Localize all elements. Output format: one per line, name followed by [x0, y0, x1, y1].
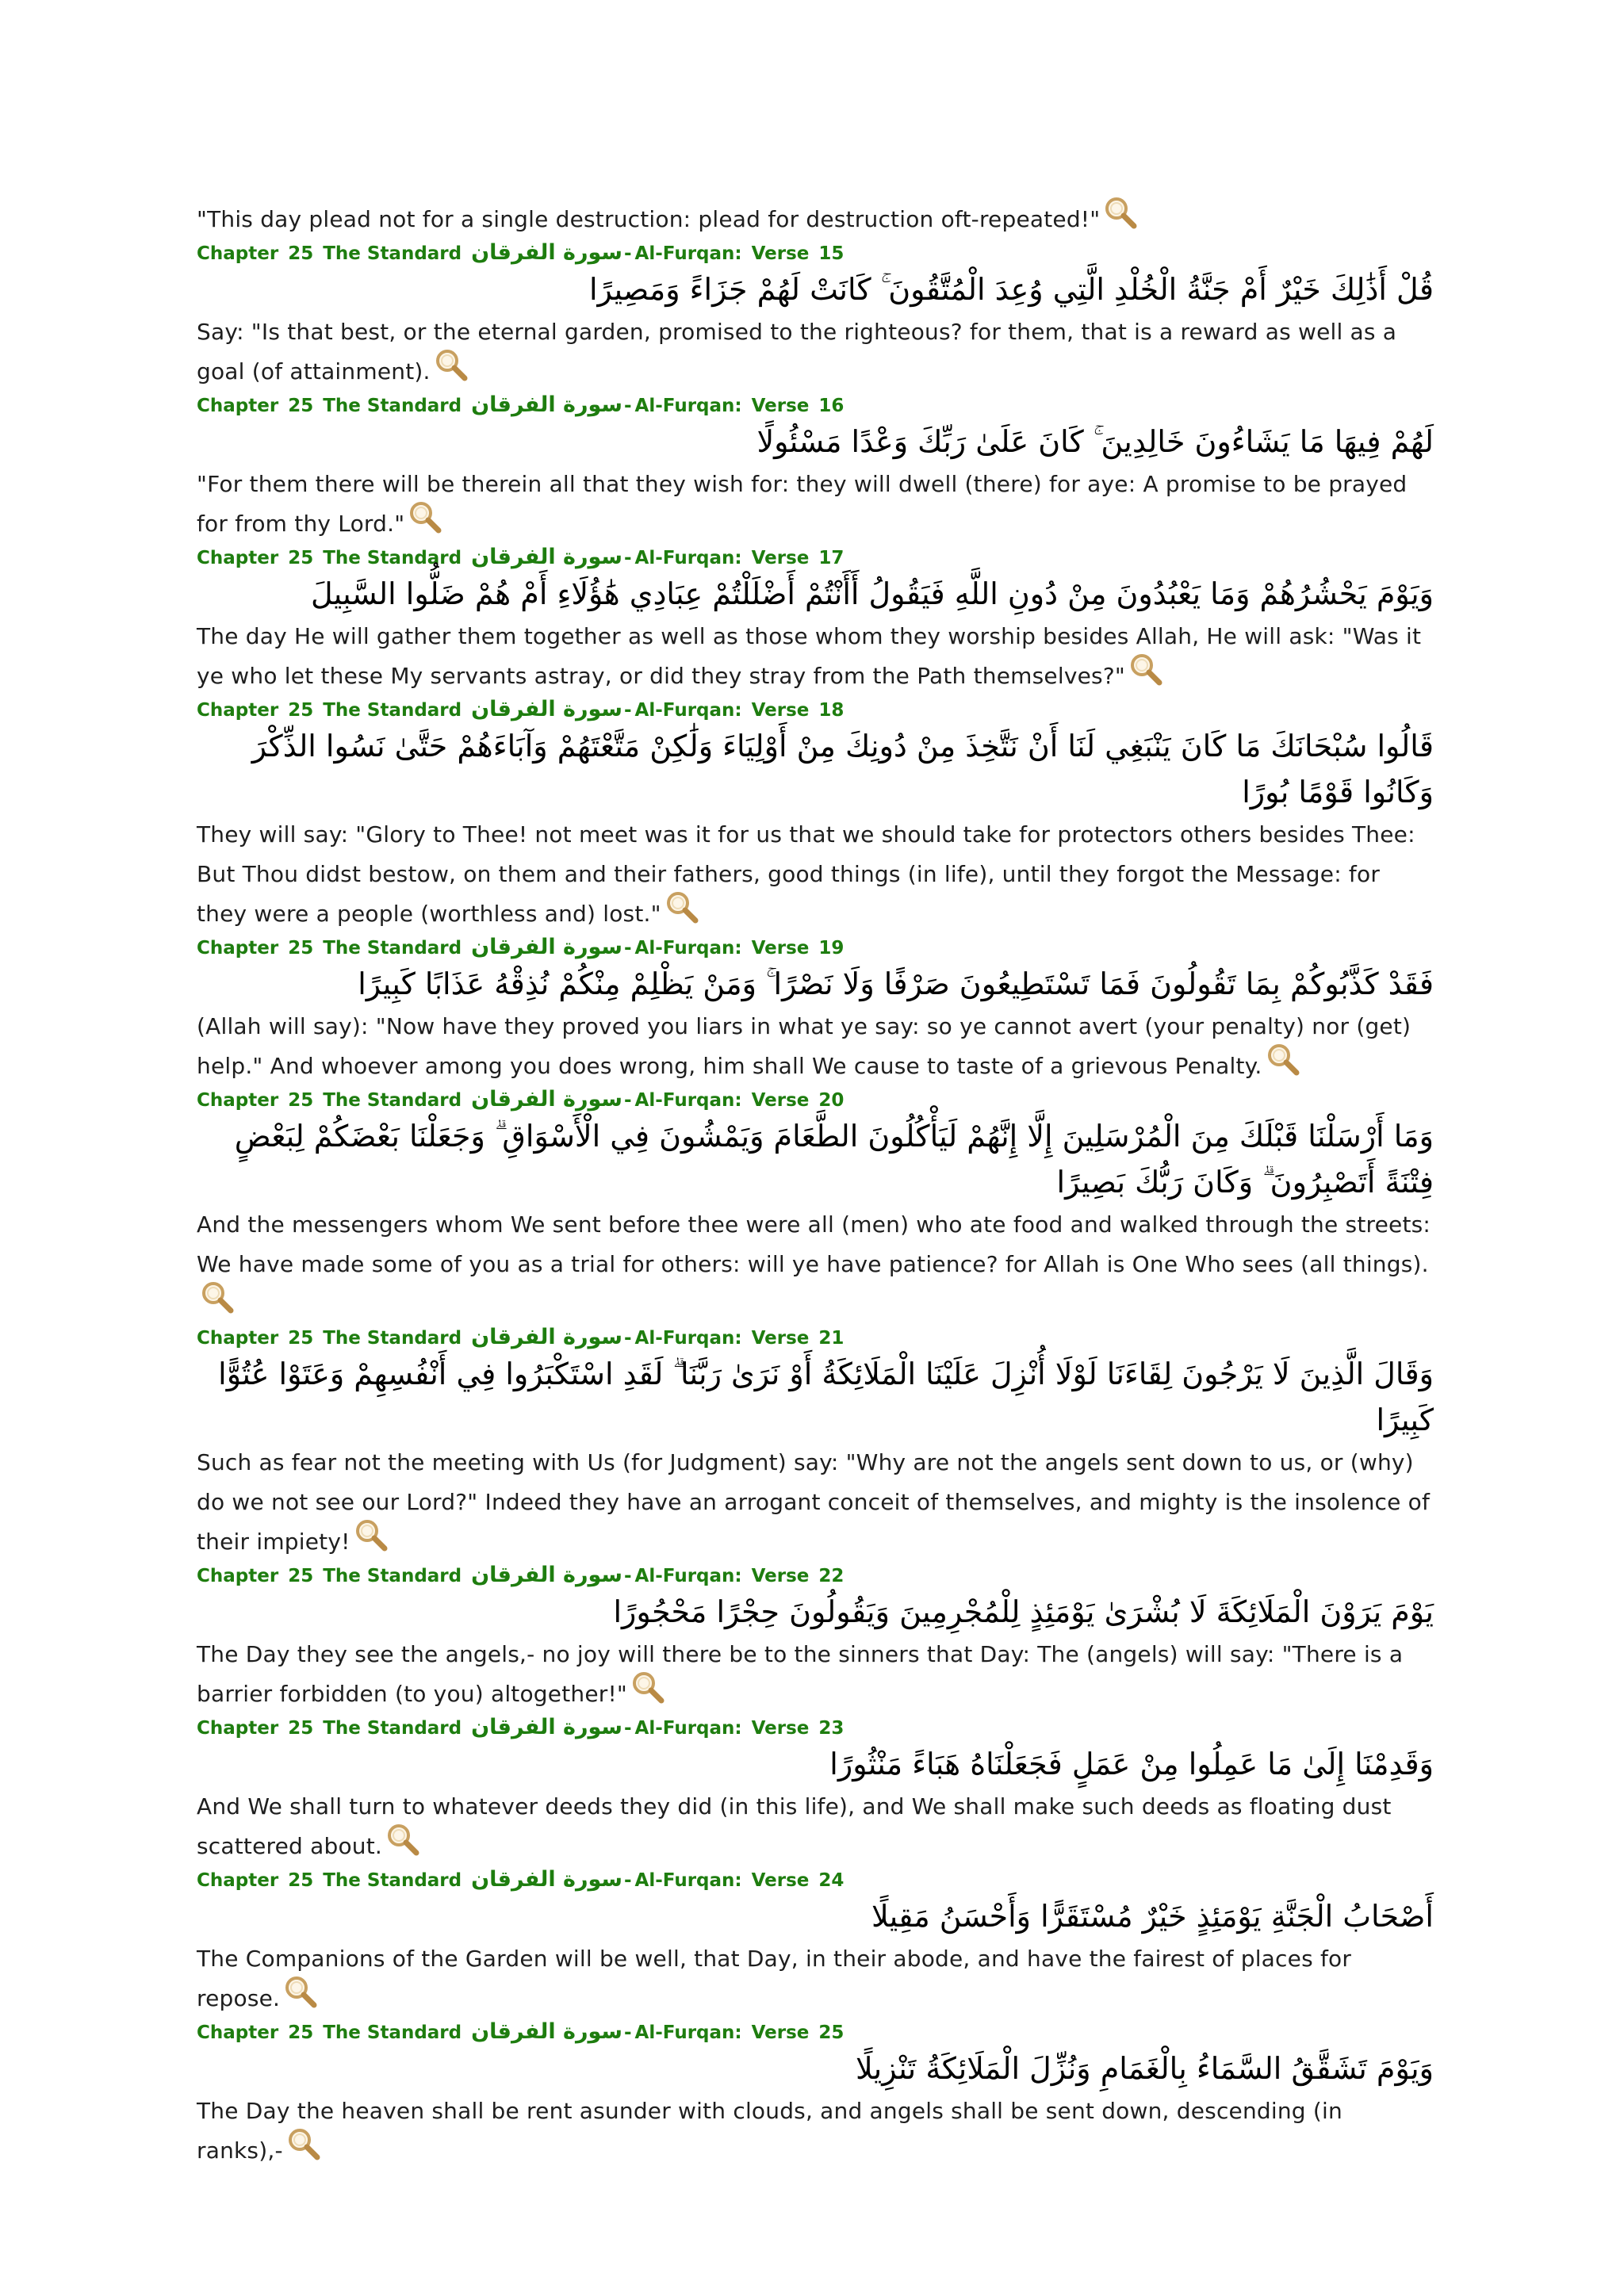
chapter-label: Chapter [197, 700, 279, 721]
surah-name: Al-Furqan: [634, 1718, 742, 1739]
verse-block [197, 392, 1434, 544]
surah-arabic-name: سورة الفرقان [471, 392, 622, 417]
translation-text: (Allah will say): "Now have they proved you liars in what ye say: so ye cannot avert (your penalty) nor (get) help." And whoever among you does wrong, him shall We cause to taste of a grievous Penalty. [197, 1013, 1411, 1079]
surah-name: Al-Furqan: [634, 1566, 742, 1586]
magnifier-zoom-icon[interactable] [630, 1678, 659, 1706]
chapter-number: 25 [288, 1090, 314, 1111]
translation-text: The Companions of the Garden will be well, that Day, in their abode, and have the fairest of places for repose. [197, 1946, 1352, 2011]
verse-header [197, 239, 1434, 266]
verse-list [197, 239, 1434, 2171]
surah-arabic-name: سورة الفرقان [471, 1867, 622, 1892]
chapter-number: 25 [288, 700, 314, 721]
surah-name: Al-Furqan: [634, 938, 742, 959]
surah-name: Al-Furqan: [634, 700, 742, 721]
verse-label: Verse [751, 396, 810, 416]
verse-block [197, 1562, 1434, 1714]
chapter-label: Chapter [197, 1090, 279, 1111]
magnifier-zoom-icon[interactable] [283, 1982, 312, 2011]
verse-label: Verse [751, 700, 810, 721]
magnifier-zoom-icon[interactable] [1103, 203, 1132, 232]
header-dash: - [623, 1718, 632, 1739]
chapter-label: Chapter [197, 396, 279, 416]
translation-text: "This day plead not for a single destruction: plead for destruction oft-repeated!" [197, 206, 1101, 232]
verse-translation [197, 465, 1434, 544]
standard-label: The Standard [323, 548, 462, 568]
document-page [197, 200, 1434, 2171]
standard-label: The Standard [323, 243, 462, 264]
chapter-label: Chapter [197, 1328, 279, 1349]
standard-label: The Standard [323, 1718, 462, 1739]
surah-arabic-name: سورة الفرقان [471, 1715, 622, 1739]
verse-number: 20 [818, 1090, 845, 1111]
verse-header [197, 544, 1434, 571]
verse-number: 17 [818, 548, 845, 568]
verse-number: 16 [818, 396, 845, 416]
surah-arabic-name: سورة الفرقان [471, 935, 622, 959]
standard-label: The Standard [323, 1870, 462, 1891]
surah-arabic-name: سورة الفرقان [471, 1087, 622, 1112]
standard-label: The Standard [323, 396, 462, 416]
surah-name: Al-Furqan: [634, 1870, 742, 1891]
chapter-label: Chapter [197, 2022, 279, 2043]
header-dash: - [623, 1090, 632, 1111]
verse-block [197, 239, 1434, 392]
standard-label: The Standard [323, 938, 462, 959]
chapter-number: 25 [288, 2022, 314, 2043]
magnifier-zoom-icon[interactable] [665, 897, 693, 926]
surah-arabic-name: سورة الفرقان [471, 1563, 622, 1587]
verse-block [197, 696, 1434, 934]
intro-translation [197, 200, 1434, 239]
magnifier-zoom-icon[interactable] [408, 507, 436, 536]
verse-header [197, 934, 1434, 961]
surah-name: Al-Furqan: [634, 548, 742, 568]
magnifier-zoom-icon[interactable] [385, 1830, 414, 1858]
surah-arabic-name: سورة الفرقان [471, 240, 622, 265]
translation-text: And We shall turn to whatever deeds they did (in this life), and We shall make such deeds as floating dust scattered about. [197, 1793, 1392, 1859]
chapter-label: Chapter [197, 243, 279, 264]
surah-name: Al-Furqan: [634, 1090, 742, 1111]
header-dash: - [623, 700, 632, 721]
header-dash: - [623, 2022, 632, 2043]
verse-header [197, 696, 1434, 723]
chapter-label: Chapter [197, 1718, 279, 1739]
verse-header [197, 1866, 1434, 1893]
header-dash: - [623, 938, 632, 959]
magnifier-zoom-icon[interactable] [1266, 1050, 1294, 1078]
verse-translation [197, 1007, 1434, 1086]
header-dash: - [623, 548, 632, 568]
chapter-label: Chapter [197, 548, 279, 568]
arabic-verse-text: وَيَوْمَ يَحْشُرُهُمْ وَمَا يَعْبُدُونَ مِنْ دُونِ اللَّهِ فَيَقُولُ أَأَنْتُمْ أَضْلَلْتُمْ عِبَادِي هَٰؤُلَاءِ أَمْ هُمْ ضَلُّوا السَّبِيلَ [310, 576, 1434, 611]
verse-header [197, 1086, 1434, 1113]
translation-text: "For them there will be therein all that they wish for: they will dwell (there) for aye: A promise to be prayed for from thy Lord." [197, 471, 1408, 537]
arabic-verse-text: وَمَا أَرْسَلْنَا قَبْلَكَ مِنَ الْمُرْسَلِينَ إِلَّا إِنَّهُمْ لَيَأْكُلُونَ الطَّعَامَ وَيَمْشُونَ فِي الْأَسْوَاقِ ۗ وَجَعَلْنَا بَعْضَكُمْ لِبَعْضٍ فِتْنَةً أَتَصْبِرُونَ ۗ وَكَانَ رَبُّكَ بَصِيرًا [234, 1119, 1434, 1200]
header-dash: - [623, 1566, 632, 1586]
verse-label: Verse [751, 938, 810, 959]
chapter-number: 25 [288, 243, 314, 264]
verse-label: Verse [751, 1870, 810, 1891]
surah-arabic-name: سورة الفرقان [471, 697, 622, 721]
header-dash: - [623, 1870, 632, 1891]
arabic-verse-text: أَصْحَابُ الْجَنَّةِ يَوْمَئِذٍ خَيْرٌ مُسْتَقَرًّا وَأَحْسَنُ مَقِيلًا [871, 1899, 1434, 1934]
arabic-verse-text: وَيَوْمَ تَشَقَّقُ السَّمَاءُ بِالْغَمَامِ وَنُزِّلَ الْمَلَائِكَةُ تَنْزِيلًا [855, 2051, 1434, 2086]
surah-name: Al-Furqan: [634, 243, 742, 264]
surah-arabic-name: سورة الفرقان [471, 2019, 622, 2044]
chapter-number: 25 [288, 396, 314, 416]
translation-text: The day He will gather them together as well as those whom they worship besides Allah, He will ask: "Was it ye who let these My servants astray, or did they stray from the Path themselves?" [197, 623, 1422, 689]
verse-block [197, 544, 1434, 696]
header-dash: - [623, 243, 632, 264]
verse-number: 21 [818, 1328, 845, 1349]
verse-number: 18 [818, 700, 845, 721]
standard-label: The Standard [323, 2022, 462, 2043]
verse-header [197, 1714, 1434, 1741]
verse-number: 22 [818, 1566, 845, 1586]
magnifier-zoom-icon[interactable] [434, 355, 462, 384]
verse-translation [197, 815, 1434, 934]
verse-number: 23 [818, 1718, 845, 1739]
standard-label: The Standard [323, 1566, 462, 1586]
header-dash: - [623, 1328, 632, 1349]
verse-translation [197, 1787, 1434, 1866]
surah-name: Al-Furqan: [634, 2022, 742, 2043]
verse-label: Verse [751, 2022, 810, 2043]
verse-block [197, 1866, 1434, 2019]
translation-text: Such as fear not the meeting with Us (for Judgment) say: "Why are not the angels sent down to us, or (why) do we not see our Lord?" Indeed they have an arrogant conceit of themselves, and mighty is the insolence of their impiety! [197, 1449, 1431, 1555]
standard-label: The Standard [323, 1328, 462, 1349]
verse-header [197, 392, 1434, 419]
verse-label: Verse [751, 1090, 810, 1111]
verse-number: 25 [818, 2022, 845, 2043]
verse-number: 15 [818, 243, 845, 264]
verse-translation [197, 312, 1434, 392]
chapter-label: Chapter [197, 1870, 279, 1891]
surah-name: Al-Furqan: [634, 396, 742, 416]
verse-block [197, 2019, 1434, 2171]
translation-text: The Day the heaven shall be rent asunder with clouds, and angels shall be sent down, descending (in ranks),- [197, 2098, 1342, 2164]
arabic-verse-text: لَهُمْ فِيهَا مَا يَشَاءُونَ خَالِدِينَ ۚ كَانَ عَلَىٰ رَبِّكَ وَعْدًا مَسْئُولًا [756, 424, 1434, 459]
chapter-label: Chapter [197, 938, 279, 959]
translation-text: They will say: "Glory to Thee! not meet was it for us that we should take for protectors others besides Thee: But Thou didst bestow, on them and their fathers, good things (in life), until they forgot the Message: for they were a people (worthless and) lost." [197, 821, 1415, 927]
chapter-number: 25 [288, 548, 314, 568]
standard-label: The Standard [323, 700, 462, 721]
chapter-number: 25 [288, 1566, 314, 1586]
chapter-number: 25 [288, 1718, 314, 1739]
surah-arabic-name: سورة الفرقان [471, 1325, 622, 1349]
arabic-verse-text: فَقَدْ كَذَّبُوكُمْ بِمَا تَقُولُونَ فَمَا تَسْتَطِيعُونَ صَرْفًا وَلَا نَصْرًا ۚ وَمَنْ يَظْلِمْ مِنْكُمْ نُذِقْهُ عَذَابًا كَبِيرًا [358, 966, 1434, 1001]
verse-label: Verse [751, 1328, 810, 1349]
verse-translation [197, 1205, 1434, 1324]
verse-translation [197, 2091, 1434, 2171]
header-dash: - [623, 396, 632, 416]
verse-translation [197, 617, 1434, 696]
verse-block [197, 934, 1434, 1086]
verse-label: Verse [751, 1718, 810, 1739]
arabic-verse-text: قَالُوا سُبْحَانَكَ مَا كَانَ يَنْبَغِي لَنَا أَنْ نَتَّخِذَ مِنْ دُونِكَ مِنْ أَوْلِيَاءَ وَلَٰكِنْ مَتَّعْتَهُمْ وَآبَاءَهُمْ حَتَّىٰ نَسُوا الذِّكْرَ وَكَانُوا قَوْمًا بُورًا [251, 729, 1434, 809]
verse-header [197, 2019, 1434, 2045]
surah-name: Al-Furqan: [634, 1328, 742, 1349]
magnifier-zoom-icon[interactable] [200, 1288, 228, 1316]
verse-number: 19 [818, 938, 845, 959]
arabic-verse-text: يَوْمَ يَرَوْنَ الْمَلَائِكَةَ لَا بُشْرَىٰ يَوْمَئِذٍ لِلْمُجْرِمِينَ وَيَقُولُونَ حِجْرًا مَحْجُورًا [613, 1594, 1434, 1629]
verse-header [197, 1324, 1434, 1351]
verse-label: Verse [751, 1566, 810, 1586]
verse-block [197, 1324, 1434, 1562]
verse-block [197, 1086, 1434, 1324]
verse-number: 24 [818, 1870, 845, 1891]
arabic-verse-text: قُلْ أَذَٰلِكَ خَيْرٌ أَمْ جَنَّةُ الْخُلْدِ الَّتِي وُعِدَ الْمُتَّقُونَ ۚ كَانَتْ لَهُمْ جَزَاءً وَمَصِيرًا [588, 272, 1434, 307]
translation-text: Say: "Is that best, or the eternal garden, promised to the righteous? for them, that is a reward as well as a goal (of attainment). [197, 319, 1397, 385]
chapter-number: 25 [288, 938, 314, 959]
surah-arabic-name: سورة الفرقان [471, 545, 622, 569]
verse-header [197, 1562, 1434, 1589]
chapter-number: 25 [288, 1328, 314, 1349]
magnifier-zoom-icon[interactable] [354, 1525, 382, 1554]
arabic-verse-text: وَقَالَ الَّذِينَ لَا يَرْجُونَ لِقَاءَنَا لَوْلَا أُنْزِلَ عَلَيْنَا الْمَلَائِكَةُ أَوْ نَرَىٰ رَبَّنَا ۗ لَقَدِ اسْتَكْبَرُوا فِي أَنْفُسِهِمْ وَعَتَوْا عُتُوًّا كَبِيرًا [218, 1357, 1434, 1437]
verse-translation [197, 1939, 1434, 2019]
chapter-label: Chapter [197, 1566, 279, 1586]
arabic-verse-text: وَقَدِمْنَا إِلَىٰ مَا عَمِلُوا مِنْ عَمَلٍ فَجَعَلْنَاهُ هَبَاءً مَنْثُورًا [829, 1747, 1434, 1781]
verse-label: Verse [751, 548, 810, 568]
verse-label: Verse [751, 243, 810, 264]
magnifier-zoom-icon[interactable] [1128, 660, 1157, 688]
magnifier-zoom-icon[interactable] [286, 2134, 315, 2163]
chapter-number: 25 [288, 1870, 314, 1891]
verse-translation [197, 1443, 1434, 1562]
verse-translation [197, 1635, 1434, 1714]
standard-label: The Standard [323, 1090, 462, 1111]
translation-text: The Day they see the angels,- no joy will there be to the sinners that Day: The (angels) will say: "There is a barrier forbidden (to you) altogether!" [197, 1641, 1404, 1707]
translation-text: And the messengers whom We sent before thee were all (men) who ate food and walked through the streets: We have made some of you as a trial for others: will ye have patience? for Allah is One Who sees (all things). [197, 1211, 1431, 1277]
verse-block [197, 1714, 1434, 1866]
